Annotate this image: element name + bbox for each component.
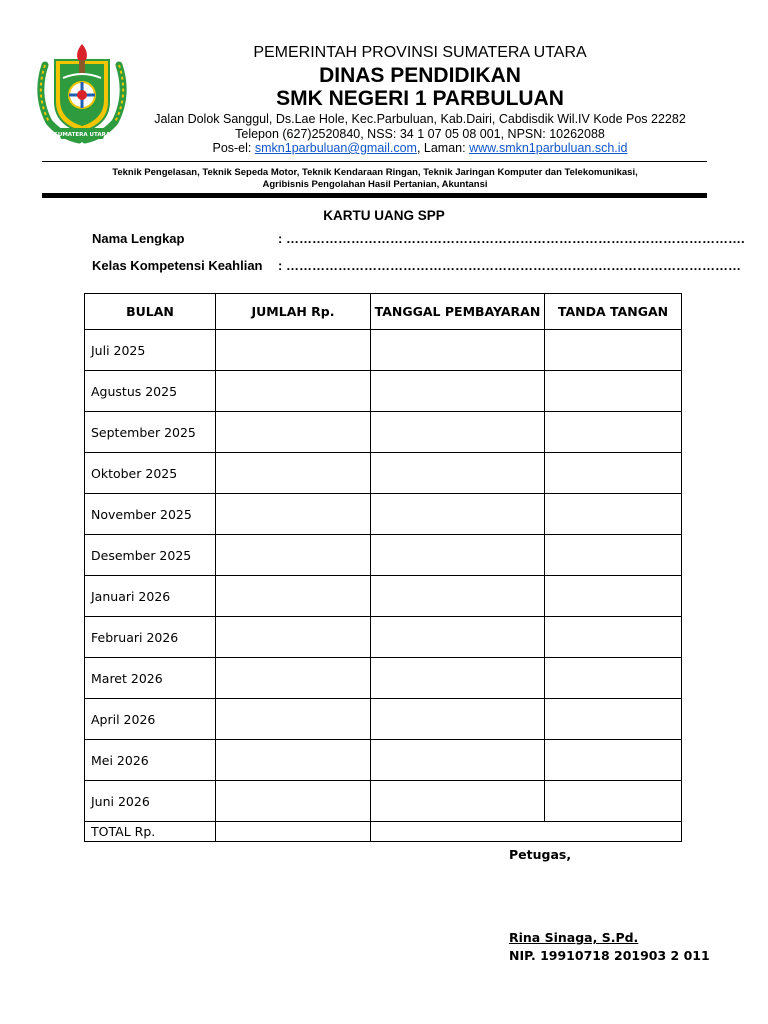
class-value: : ……………………………………………………………………………………………: [278, 258, 741, 273]
amount-cell: [216, 453, 371, 494]
header-signature: TANDA TANGAN: [545, 294, 682, 330]
table-row: [85, 740, 682, 781]
month-cell: Juni 2026: [85, 781, 216, 822]
signature-cell: [545, 412, 682, 453]
programs-line-2: Agribisnis Pengolahan Hasil Pertanian, Akuntansi: [262, 179, 488, 190]
date-cell: [371, 617, 545, 658]
name-field: [92, 231, 745, 246]
date-cell: [371, 494, 545, 535]
table-row: [85, 412, 682, 453]
table-row: [85, 453, 682, 494]
date-cell: [371, 781, 545, 822]
name-label: Nama Lengkap: [92, 231, 185, 246]
header-divider-thin: [42, 161, 707, 162]
total-row: [85, 822, 682, 842]
signature-cell: [545, 535, 682, 576]
signature-cell: [545, 740, 682, 781]
amount-cell: [216, 371, 371, 412]
total-label: TOTAL Rp.: [85, 822, 216, 842]
month-cell: Januari 2026: [85, 576, 216, 617]
class-label: Kelas Kompetensi Keahlian: [92, 258, 263, 273]
amount-cell: [216, 740, 371, 781]
date-cell: [371, 453, 545, 494]
officer-role: Petugas,: [509, 847, 572, 862]
signature-cell: [545, 781, 682, 822]
date-cell: [371, 535, 545, 576]
amount-cell: [216, 330, 371, 371]
table-row: [85, 617, 682, 658]
month-cell: Juli 2025: [85, 330, 216, 371]
officer-nip: NIP. 19910718 201903 2 011: [509, 948, 710, 963]
date-cell: [371, 412, 545, 453]
date-cell: [371, 576, 545, 617]
total-blank-cell: [371, 822, 682, 842]
website-label: , Laman:: [416, 141, 470, 155]
month-cell: Februari 2026: [85, 617, 216, 658]
header-amount: JUMLAH Rp.: [216, 294, 371, 330]
signature-cell: [545, 453, 682, 494]
school-address: Jalan Dolok Sanggul, Ds.Lae Hole, Kec.Parbuluan, Kab.Dairi, Cabdisdik Wil.IV Kode Pos 22282: [154, 112, 686, 126]
email-link[interactable]: smkn1parbuluan@gmail.com: [254, 141, 417, 155]
amount-cell: [216, 617, 371, 658]
header-divider-thick: [42, 193, 707, 198]
amount-cell: [216, 494, 371, 535]
amount-cell: [216, 781, 371, 822]
programs-line-1: Teknik Pengelasan, Teknik Sepeda Motor, Teknik Kendaraan Ringan, Teknik Jaringan Komputer dan Telekomunikasi,: [112, 167, 638, 178]
month-cell: Desember 2025: [85, 535, 216, 576]
amount-cell: [216, 699, 371, 740]
month-cell: Oktober 2025: [85, 453, 216, 494]
month-cell: Mei 2026: [85, 740, 216, 781]
signature-cell: [545, 371, 682, 412]
contact-line: [140, 141, 700, 155]
table-row: [85, 330, 682, 371]
sumatera-utara-emblem: [33, 40, 131, 146]
table-row: [85, 494, 682, 535]
amount-cell: [216, 412, 371, 453]
signature-cell: [545, 658, 682, 699]
amount-cell: [216, 576, 371, 617]
school-name: SMK NEGERI 1 PARBULUAN: [276, 87, 564, 110]
table-row: [85, 371, 682, 412]
month-cell: Agustus 2025: [85, 371, 216, 412]
government-name: PEMERINTAH PROVINSI SUMATERA UTARA: [253, 44, 587, 61]
name-value: : …………………………………………………………………………………………….: [278, 231, 745, 246]
signature-cell: [545, 576, 682, 617]
school-phone: Telepon (627)2520840, NSS: 34 1 07 05 08 001, NPSN: 10262088: [235, 127, 605, 141]
month-cell: September 2025: [85, 412, 216, 453]
class-field: [92, 258, 741, 273]
table-row: [85, 576, 682, 617]
date-cell: [371, 740, 545, 781]
table-row: [85, 781, 682, 822]
logo-banner-text: SUMATERA UTARA: [53, 132, 111, 138]
month-cell: Maret 2026: [85, 658, 216, 699]
date-cell: [371, 658, 545, 699]
date-cell: [371, 699, 545, 740]
signature-cell: [545, 699, 682, 740]
header-month: BULAN: [85, 294, 216, 330]
table-header-row: [85, 294, 682, 330]
header-payment-date: TANGGAL PEMBAYARAN: [371, 294, 545, 330]
table-row: [85, 535, 682, 576]
officer-name: Rina Sinaga, S.Pd.: [509, 930, 639, 945]
email-label: Pos-el:: [212, 141, 255, 155]
signature-cell: [545, 617, 682, 658]
date-cell: [371, 330, 545, 371]
amount-cell: [216, 658, 371, 699]
agency-name: DINAS PENDIDIKAN: [319, 64, 521, 87]
month-cell: November 2025: [85, 494, 216, 535]
amount-cell: [216, 535, 371, 576]
document-title: KARTU UANG SPP: [323, 208, 445, 223]
table-row: [85, 699, 682, 740]
payment-table: [84, 293, 682, 842]
month-cell: April 2026: [85, 699, 216, 740]
signature-cell: [545, 494, 682, 535]
signature-cell: [545, 330, 682, 371]
date-cell: [371, 371, 545, 412]
website-link[interactable]: www.smkn1parbuluan.sch.id: [469, 141, 628, 155]
table-row: [85, 658, 682, 699]
total-amount-cell: [216, 822, 371, 842]
